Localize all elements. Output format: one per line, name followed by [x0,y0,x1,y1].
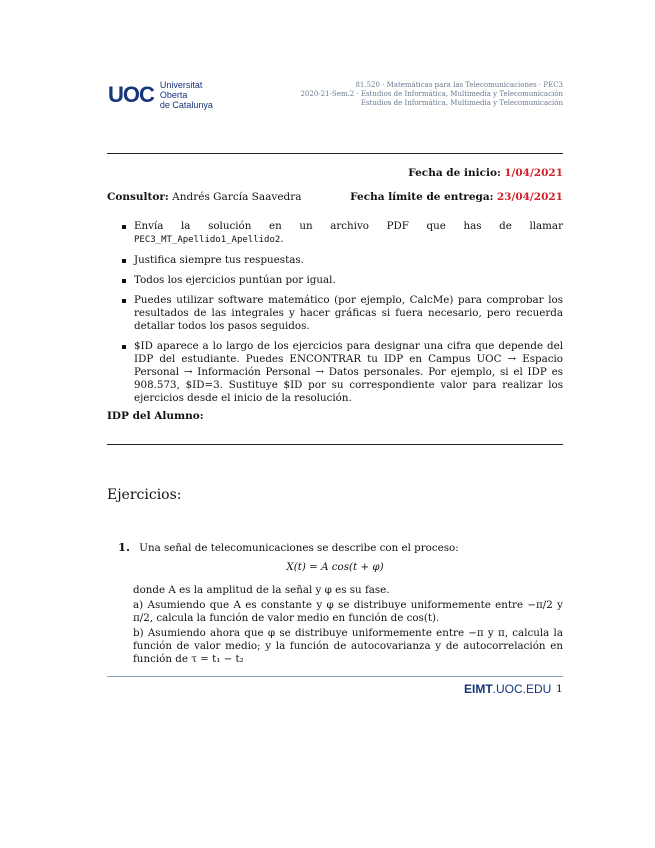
question-number: 1. [118,540,131,554]
deadline-value: 23/04/2021 [496,191,563,203]
question-part-a: a) Asumiendo que A es constante y φ se distribuye uniformemente entre −π/2 y π/2, calcula la función de valor medio en función de cos(t). [133,599,563,624]
bullet-icon [122,225,126,229]
logo-line-2: de Catalunya [159,100,213,110]
equation: X(t) = A cos(t + φ) [286,561,384,573]
consultor-value: Andrés García Saavedra [172,191,302,203]
logo-mark: UOC [108,82,154,107]
eimt-logo [464,682,551,696]
question-where: donde A es la amplitud de la señal y φ es su fase. [133,584,390,596]
instruction-1-text: Envía la solución en un archivo PDF que has de llamar [134,220,563,232]
uoc-logo [108,80,226,110]
header-course-info [300,81,563,108]
instruction-2: Justifica siempre tus respuestas. [134,254,304,266]
bullet-icon [122,259,126,263]
start-label: Fecha de inicio: [408,167,501,179]
question-part-b: b) Asumiendo ahora que φ se distribuye uniformemente entre −π y π, calcula la función de valor medio; y la función de autocovarianza y de autocorrelación en función de τ = t₁ − t₂ [133,627,563,665]
idp-divider [107,444,563,445]
instruction-4: Puedes utilizar software matemático (por ejemplo, CalcMe) para comprobar los resultados de las integrales y hacer gráficas si fuera necesario, pero recuerda detallar todos los pasos seguidos. [134,294,563,332]
instruction-1-filename: PEC3_MT_Apellido1_Apellido2 [134,235,281,245]
logo-line-1: Universitat Oberta [159,80,203,100]
header-line-2: 2020-21-Sem.2 · Estudios de Informática, Multimedia y Telecomunicación [300,90,563,98]
list-item [107,254,563,267]
consultor [107,191,302,203]
start-value: 1/04/2021 [504,167,563,179]
footer-logo-rest: .UOC.EDU [492,682,552,696]
deadline [350,191,563,203]
list-item [107,340,563,405]
instruction-5: $ID aparece a lo largo de los ejercicios para designar una cifra que depende del IDP del estudiante. Puedes ENCONTRAR tu IDP en Campus UOC → Espacio Personal → Información Personal → Datos personales. Por ejemplo, si el IDP es 908.573, $ID=3. Sustituye $ID por su correspondiente valor para realizar los ejercicios desde el inicio de la resolución. [134,340,563,404]
logo-text [160,80,226,110]
top-divider [107,153,563,154]
question-intro: Una señal de telecomunicaciones se describe con el proceso: [139,542,459,554]
instruction-3: Todos los ejercicios puntúan por igual. [134,274,336,286]
footer-logo-bold: EIMT [464,682,493,696]
instruction-1-end: . [280,233,284,245]
bullet-icon [122,299,126,303]
consultor-label: Consultor: [107,191,169,203]
bullet-icon [122,345,126,349]
deadline-label: Fecha límite de entrega: [350,191,494,203]
start-date [408,167,563,179]
idp-label: IDP del Alumno: [107,410,204,422]
footer-divider [107,676,563,677]
list-item [107,294,563,333]
header-line-3: Estudios de Informática, Multimedia y Telecomunicación [360,99,563,107]
list-item [107,220,563,247]
question-body [133,584,563,668]
question-1 [118,540,459,554]
section-title: Ejercicios: [107,487,182,503]
bullet-icon [122,279,126,283]
header-line-1: 81.520 · Matemáticas para las Telecomunicaciones · PEC3 [355,81,563,89]
instructions-list [107,220,563,412]
page-number: 1 [556,683,563,695]
list-item [107,274,563,287]
